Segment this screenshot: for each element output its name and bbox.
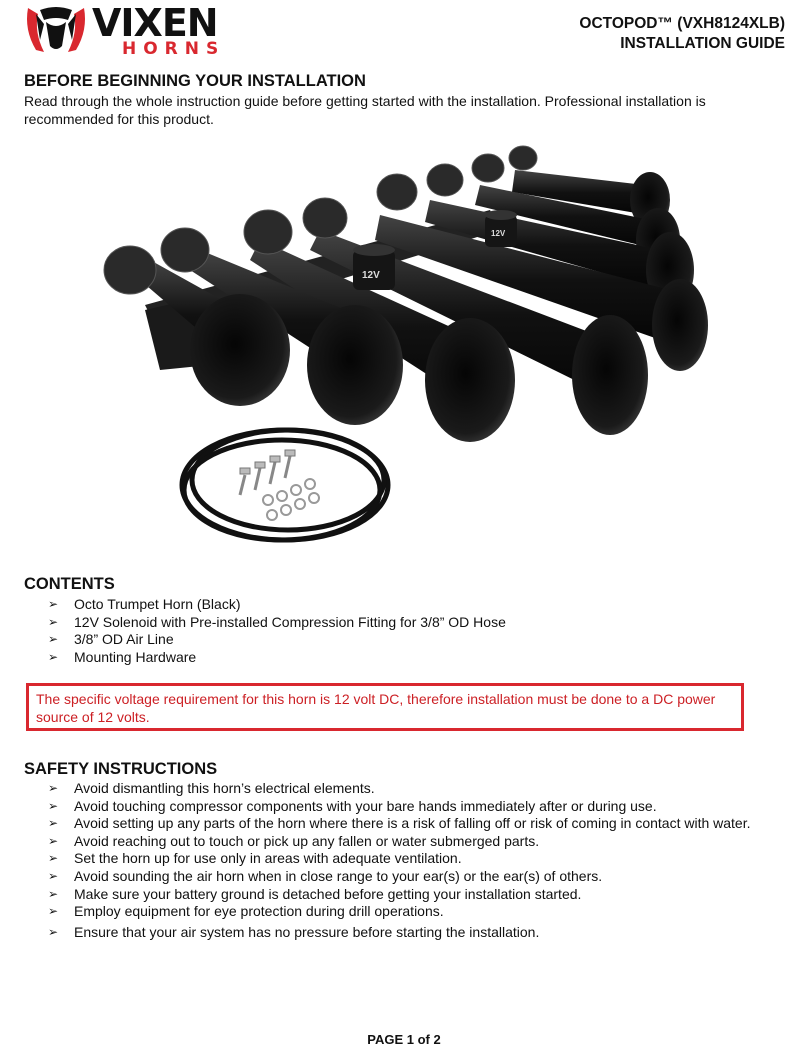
list-item: ➢ Avoid sounding the air horn when in close range to your ear(s) or the ear(s) of others.: [48, 867, 603, 884]
mounting-hardware: [240, 450, 319, 520]
air-line-coil: [182, 430, 388, 540]
list-item: ➢ Mounting Hardware: [48, 648, 197, 665]
solenoid-label: 12V: [362, 270, 380, 281]
safety-heading: SAFETY INSTRUCTIONS: [24, 760, 218, 778]
list-item: ➢ Avoid touching compressor components with your bare hands immediately after or during use.: [48, 797, 657, 814]
arrow-bullet-icon: ➢: [48, 851, 59, 866]
document-header: [579, 14, 785, 54]
arrow-bullet-icon: ➢: [48, 781, 59, 795]
list-item: ➢ Employ equipment for eye protection during drill operations.: [48, 903, 444, 920]
vixen-horns-logo: [22, 0, 242, 58]
arrow-bullet-icon: ➢: [48, 816, 59, 831]
list-item: ➢ 12V Solenoid with Pre-installed Compression Fitting for 3/8” OD Hose: [48, 613, 506, 630]
fox-mark-icon: [27, 7, 85, 52]
arrow-bullet-icon: ➢: [48, 904, 59, 919]
list-item: ➢ Set the horn up for use only in areas with adequate ventilation.: [48, 850, 462, 867]
arrow-bullet-icon: ➢: [48, 924, 59, 939]
voltage-warning-text: The specific voltage requirement for this horn is 12 volt DC, therefore installation must be done to a DC power source of 12 volts.: [36, 691, 716, 725]
arrow-bullet-icon: ➢: [48, 649, 59, 664]
contents-list: [48, 596, 506, 666]
arrow-bullet-icon: ➢: [48, 886, 59, 901]
product-title: OCTOPOD™ (VXH8124XLB): [579, 15, 785, 32]
arrow-bullet-icon: ➢: [48, 833, 59, 848]
list-item: ➢ 3/8” OD Air Line: [48, 631, 174, 648]
product-photo: [100, 140, 710, 560]
arrow-bullet-icon: ➢: [48, 632, 59, 647]
voltage-warning-box: [26, 683, 744, 731]
list-item: ➢ Avoid dismantling this horn’s electrical elements.: [48, 780, 375, 796]
list-item: ➢ Avoid reaching out to touch or pick up any fallen or water submerged parts.: [48, 832, 540, 849]
list-item: ➢ Octo Trumpet Horn (Black): [48, 596, 241, 612]
page-number: PAGE 1 of 2: [367, 1032, 441, 1047]
arrow-bullet-icon: ➢: [48, 597, 59, 611]
logo-text-bottom: HORNS: [122, 39, 226, 58]
contents-heading: CONTENTS: [24, 575, 115, 593]
solenoid-label-2: 12V: [491, 229, 506, 238]
list-item: ➢ Ensure that your air system has no pressure before starting the installation.: [48, 923, 540, 940]
list-item: ➢ Make sure your battery ground is detached before getting your installation started.: [48, 885, 582, 902]
logo-text-top: VIXEN: [92, 1, 218, 45]
arrow-bullet-icon: ➢: [48, 614, 59, 629]
arrow-bullet-icon: ➢: [48, 798, 59, 813]
intro-heading: BEFORE BEGINNING YOUR INSTALLATION: [24, 72, 366, 90]
arrow-bullet-icon: ➢: [48, 868, 59, 883]
guide-title: INSTALLATION GUIDE: [620, 35, 785, 52]
intro-text: Read through the whole instruction guide before getting started with the installation. Professional installation is recommended for this product.: [24, 93, 706, 127]
safety-list: [48, 780, 751, 941]
list-item: ➢ Avoid setting up any parts of the horn where there is a risk of falling off or risk of coming in contact with water.: [48, 815, 751, 832]
